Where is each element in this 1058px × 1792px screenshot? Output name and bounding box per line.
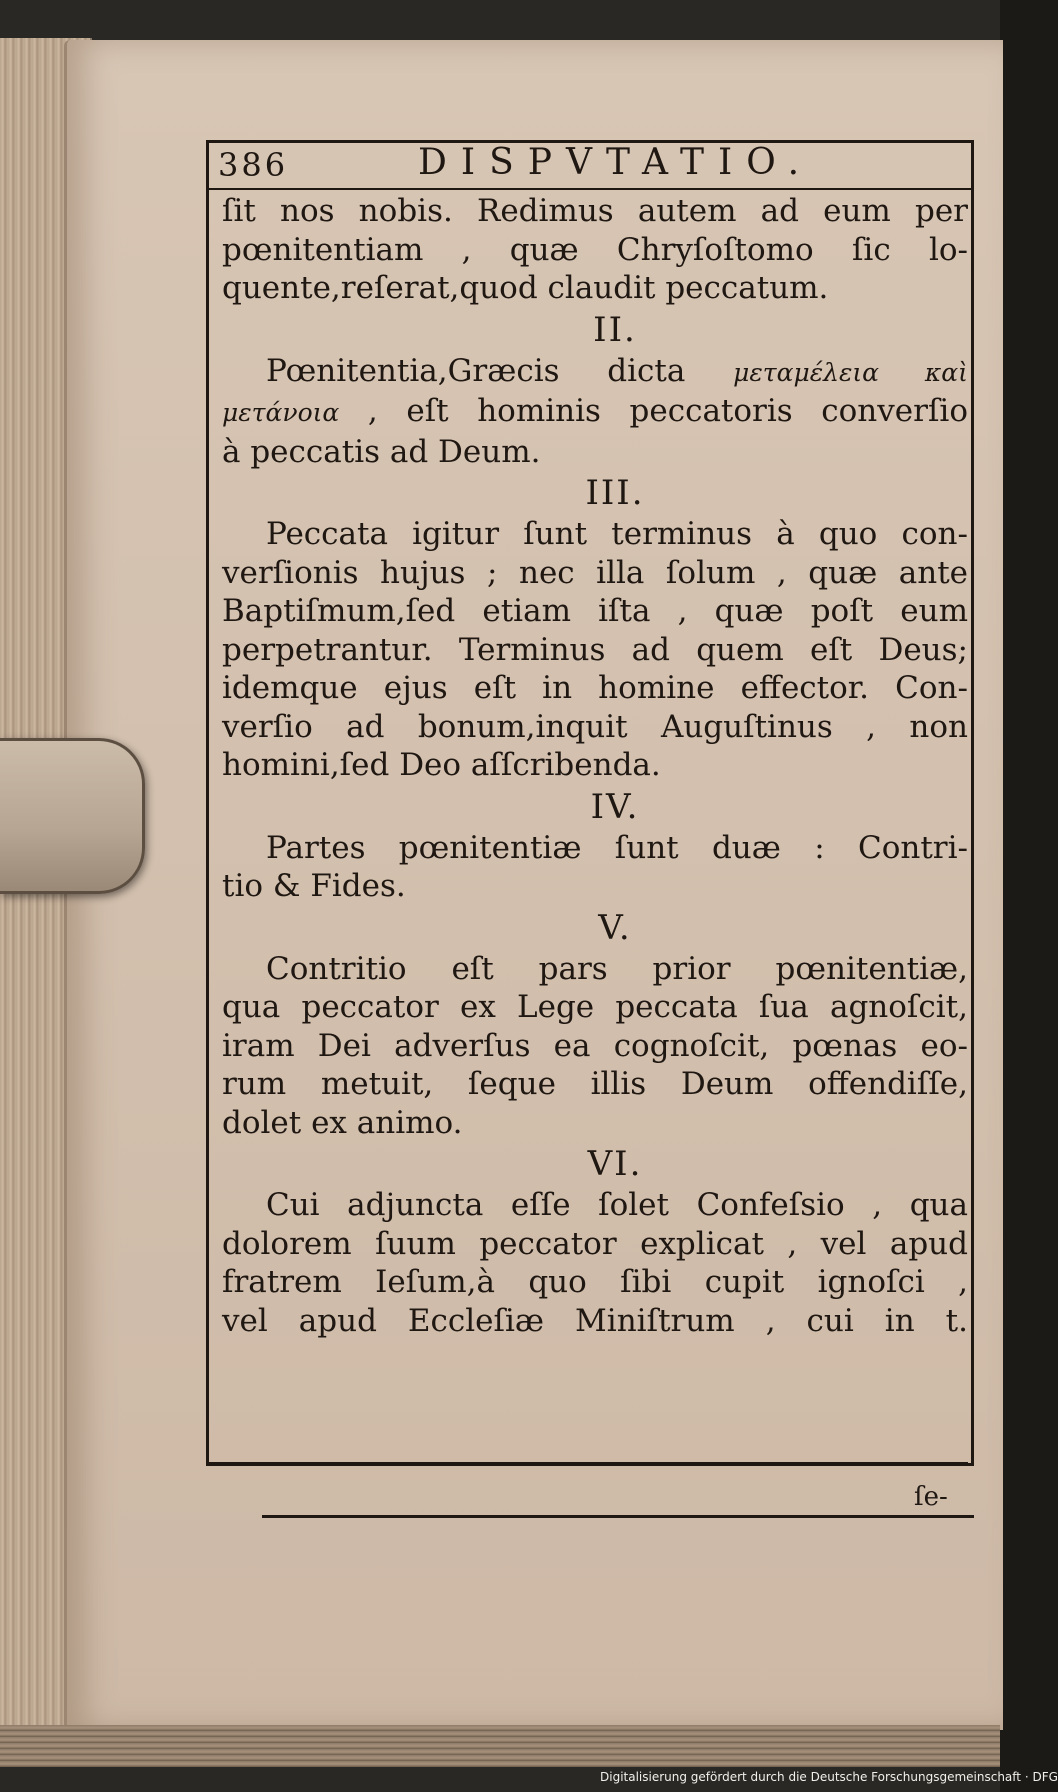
- header-rule: [206, 188, 974, 190]
- text-line: dolorem ſuum peccator explicat , vel apud: [222, 1225, 968, 1262]
- digitization-credit: Digitalisierung gefördert durch die Deutsche Forschungsgemeinschaft · DFG: [600, 1770, 1058, 1784]
- text-line: rum metuit, ſeque illis Deum offendiſſe,: [222, 1066, 968, 1102]
- text-line: tio & Fides.: [222, 868, 406, 904]
- section-number: III.: [585, 473, 645, 513]
- footer-rule: [262, 1515, 974, 1518]
- text-line: ſit nos nobis. Redimus autem ad eum per: [222, 193, 968, 229]
- text-line: [222, 352, 968, 393]
- body-text: [222, 192, 968, 1340]
- text-bottom-rule: [206, 1462, 968, 1464]
- text-line: iram Dei adverſus ea cognoſcit, pœnas eo-: [222, 1027, 968, 1064]
- text-line: idemque ejus eſt in homine effector. Con-: [222, 670, 968, 706]
- text-line: Partes pœnitentiæ ſunt duæ : Contri-: [266, 829, 968, 866]
- book-bottom-edge: [0, 1725, 1000, 1767]
- text-line: Peccata igitur ſunt terminus à quo con-: [266, 516, 968, 552]
- page-number: 386: [218, 146, 289, 184]
- text-line: vel apud Eccleſiæ Miniſtrum , cui in t.: [222, 1302, 968, 1339]
- text-line: Baptiſmum,ſed etiam iſta , quæ poſt eum: [222, 593, 968, 629]
- text-line: [222, 392, 968, 433]
- text-line: verſio ad bonum,inquit Auguſtinus , non: [222, 708, 968, 745]
- greek-term: μεταμέλεια καὶ: [733, 357, 968, 387]
- text-line: pœnitentiam , quæ Chryſoſtomo ſic lo-: [222, 231, 968, 268]
- text-line: dolet ex animo.: [222, 1104, 463, 1141]
- text-line: à peccatis ad Deum.: [222, 433, 541, 470]
- text-segment: Pœnitentia,Græcis dicta: [266, 352, 686, 389]
- text-line: perpetrantur. Terminus ad quem eſt Deus;: [222, 631, 968, 668]
- section-number: V.: [598, 907, 632, 948]
- section-number: II.: [593, 309, 637, 350]
- text-line: qua peccator ex Lege peccata ſua agnoſcit,: [222, 989, 968, 1025]
- greek-term: μετάνοια: [222, 398, 340, 427]
- page-header: [218, 138, 958, 188]
- text-line: fratrem Ieſum,à quo ſibi cupit ignoſci ,: [222, 1264, 968, 1300]
- text-line: verſionis hujus ; nec illa ſolum , quæ ante: [222, 554, 968, 591]
- text-line: Cui adjuncta eſſe ſolet Confeſsio , qua: [266, 1187, 968, 1223]
- text-segment: , eſt hominis peccatoris converſio: [367, 393, 968, 429]
- book-clasp: [0, 738, 145, 894]
- section-number: VI.: [587, 1144, 643, 1184]
- section-number: IV.: [590, 786, 640, 827]
- text-line: homini,ſed Deo aſſcribenda.: [222, 747, 661, 783]
- running-head: DISPVTATIO.: [418, 142, 814, 183]
- text-line: Contritio eſt pars prior pœnitentiæ,: [266, 950, 968, 987]
- text-line: quente,reſerat,quod claudit peccatum.: [222, 270, 829, 306]
- catchword: ſe-: [914, 1482, 948, 1512]
